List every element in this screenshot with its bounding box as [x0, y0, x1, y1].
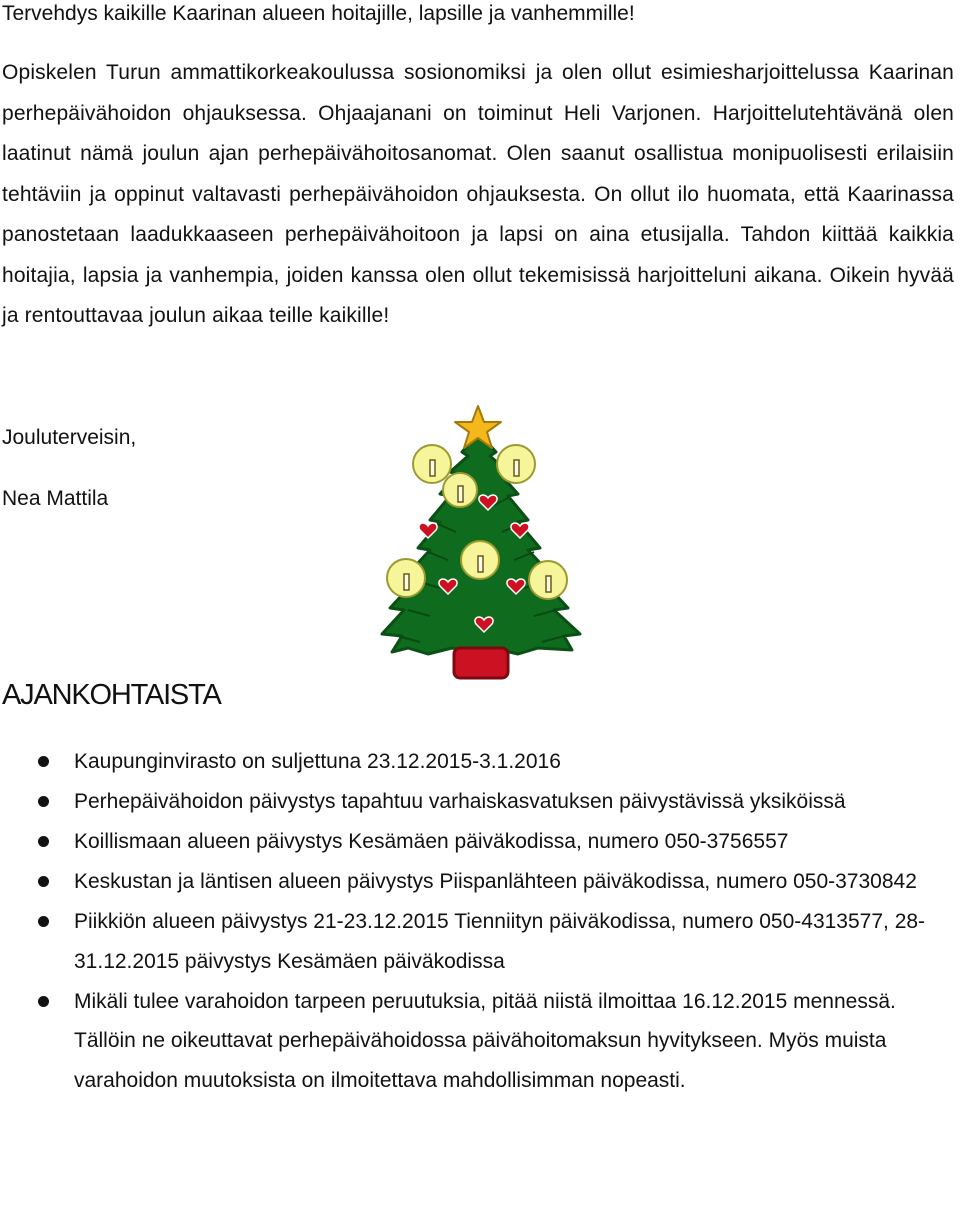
- bullet-icon: [38, 916, 49, 927]
- author-name: Nea Mattila: [2, 487, 109, 510]
- list-item: [0, 742, 960, 782]
- greeting-line: Tervehdys kaikille Kaarinan alueen hoitajille, lapsille ja vanhemmille!: [2, 2, 635, 25]
- signoff: Jouluterveisin,: [2, 426, 137, 449]
- news-list: [0, 742, 960, 1101]
- list-item-text: Mikäli tulee varahoidon tarpeen peruutuksia, pitää niistä ilmoittaa 16.12.2015 mennessä. Tällöin ne oikeuttavat perhepäivähoidossa päivähoitomaksun hyvitykseen. Myös muista varahoidon muutoksista on ilmoitettava mahdollisimman nopeasti.: [74, 989, 896, 1092]
- bullet-icon: [38, 876, 49, 887]
- section-heading: AJANKOHTAISTA: [2, 679, 221, 711]
- intro-paragraph: Opiskelen Turun ammattikorkeakoulussa sosionomiksi ja olen ollut esimiesharjoittelussa Kaarinan perhepäivähoidon ohjauksessa. Ohjaajanani on toiminut Heli Varjonen. Harjoittelutehtävänä olen laatinut nämä joulun ajan perhepäivähoitosanomat. Olen saanut osallistua monipuolisesti erilaisiin tehtäviin ja oppinut valtavasti perhepäivähoidon ohjauksesta. On ollut ilo huomata, että Kaarinassa panostetaan laadukkaaseen perhepäivähoitoon ja lapsi on aina etusijalla. Tahdon kiittää kaikkia hoitajia, lapsia ja vanhempia, joiden kanssa olen ollut tekemisissä harjoitteluni aikana. Oikein hyvää ja rentouttavaa joulun aikaa teille kaikille!: [2, 61, 954, 327]
- list-item-text: Keskustan ja läntisen alueen päivystys Piispanlähteen päiväkodissa, numero 050-3730842: [74, 870, 917, 893]
- list-item: [0, 782, 960, 822]
- bullet-icon: [38, 836, 49, 847]
- tree-pot: [454, 648, 508, 678]
- bullet-icon: [38, 796, 49, 807]
- list-item-text: Piikkiön alueen päivystys 21-23.12.2015 Tienniityn päiväkodissa, numero 050-4313577, 28-31.12.2015 päivystys Kesämäen päiväkodissa: [74, 910, 926, 973]
- list-item: [0, 902, 960, 981]
- list-item: [0, 822, 960, 862]
- bullet-icon: [38, 756, 49, 767]
- list-item: [0, 982, 960, 1101]
- bullet-icon: [38, 996, 49, 1007]
- list-item-text: Perhepäivähoidon päivystys tapahtuu varhaiskasvatuksen päivystävissä yksiköissä: [74, 790, 846, 813]
- list-item-text: Kaupunginvirasto on suljettuna 23.12.2015-3.1.2016: [74, 750, 561, 773]
- list-item-text: Koillismaan alueen päivystys Kesämäen päiväkodissa, numero 050-3756557: [74, 830, 789, 853]
- christmas-tree-icon: [368, 402, 596, 692]
- list-item: [0, 862, 960, 902]
